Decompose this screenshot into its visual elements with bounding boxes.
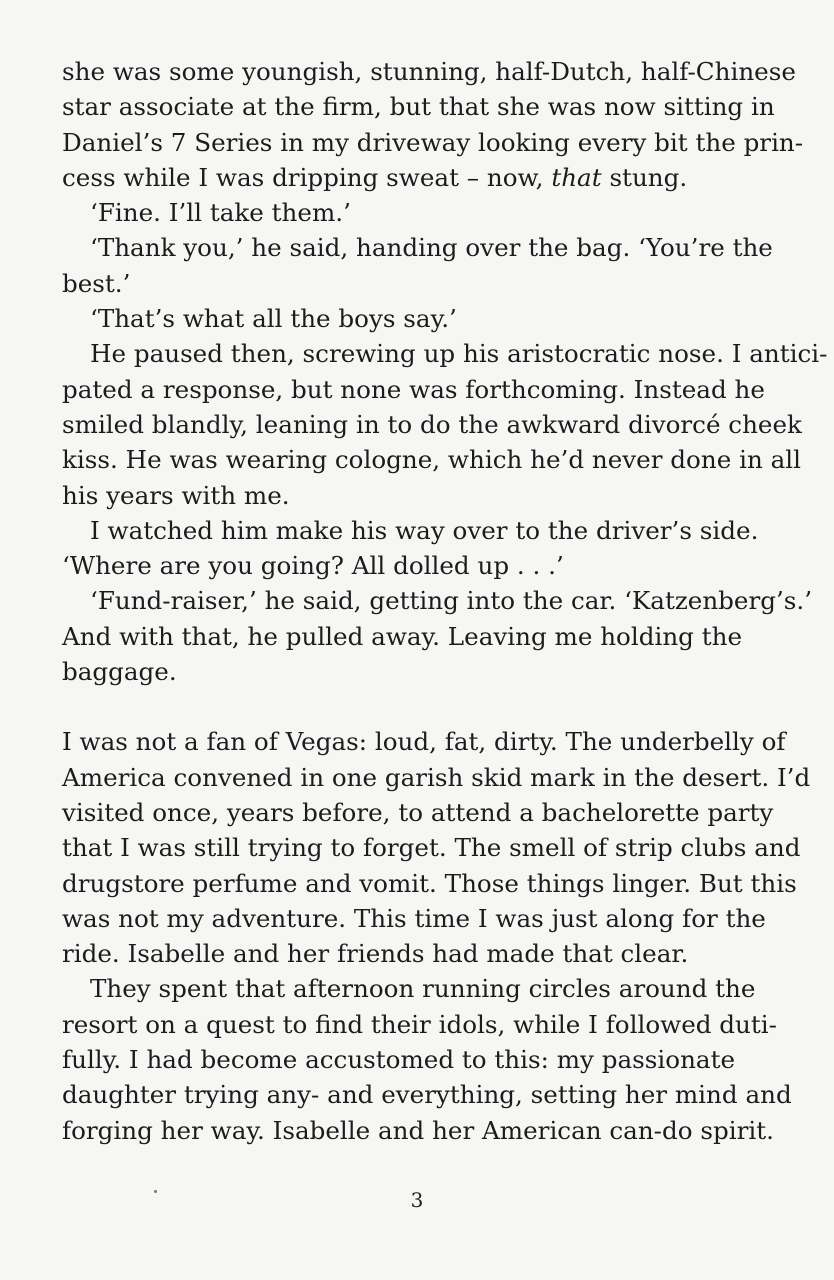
text-line: ‘Fine. I’ll take them.’ [90, 198, 351, 228]
text-line: smiled blandly, leaning in to do the awkward divorcé cheek [62, 409, 802, 439]
text-fragment: stung. [609, 162, 688, 192]
text-line: visited once, years before, to attend a bachelorette party [62, 797, 774, 827]
book-page-text [62, 54, 828, 1148]
text-fragment: cess while I was dripping sweat – now, [62, 162, 544, 192]
text-line: that I was still trying to forget. The smell of strip clubs and [62, 833, 801, 863]
text-line: fully. I had become accustomed to this: my passionate [62, 1045, 736, 1075]
text-line: was not my adventure. This time I was just along for the [62, 903, 766, 933]
text-line: pated a response, but none was forthcoming. Instead he [62, 374, 765, 404]
text-line: ‘That’s what all the boys say.’ [90, 304, 457, 334]
text-line: she was some youngish, stunning, half-Dutch, half-Chinese [62, 57, 796, 86]
section-break [62, 689, 734, 724]
text-line: I watched him make his way over to the driver’s side. [90, 515, 759, 545]
text-line: ‘Where are you going? All dolled up . . .’ [62, 551, 564, 581]
text-line: star associate at the firm, but that she was now sitting in [62, 92, 775, 122]
print-speck [154, 1190, 157, 1193]
text-line: ‘Fund-raiser,’ he said, getting into the car. ‘Katzenberg’s.’ [90, 586, 813, 616]
text-line: ride. Isabelle and her friends had made that clear. [62, 939, 689, 969]
text-line: And with that, he pulled away. Leaving me holding the [62, 621, 743, 651]
page-number: 3 [410, 1188, 424, 1212]
emphasis-text: that [551, 162, 602, 192]
text-line: He paused then, screwing up his aristocratic nose. I antici- [90, 339, 828, 369]
text-line: best.’ [62, 268, 131, 298]
text-line: daughter trying any- and everything, setting her mind and [62, 1080, 792, 1110]
text-line: drugstore perfume and vomit. Those things linger. But this [62, 868, 797, 898]
text-line: Daniel’s 7 Series in my driveway looking every bit the prin- [62, 127, 804, 157]
text-line [62, 160, 734, 195]
text-line: baggage. [62, 657, 177, 687]
text-line: They spent that afternoon running circles around the [90, 974, 756, 1004]
text-line: America convened in one garish skid mark in the desert. I’d [62, 762, 811, 792]
text-line: ‘Thank you,’ he said, handing over the bag. ‘You’re the [90, 233, 773, 263]
text-line: his years with me. [62, 480, 290, 510]
text-line: I was not a fan of Vegas: loud, fat, dirty. The underbelly of [62, 727, 786, 757]
text-line: kiss. He was wearing cologne, which he’d never done in all [62, 445, 801, 475]
text-line: forging her way. Isabelle and her American can-do spirit. [62, 1115, 774, 1145]
text-line: resort on a quest to find their idols, while I followed duti- [62, 1009, 777, 1039]
